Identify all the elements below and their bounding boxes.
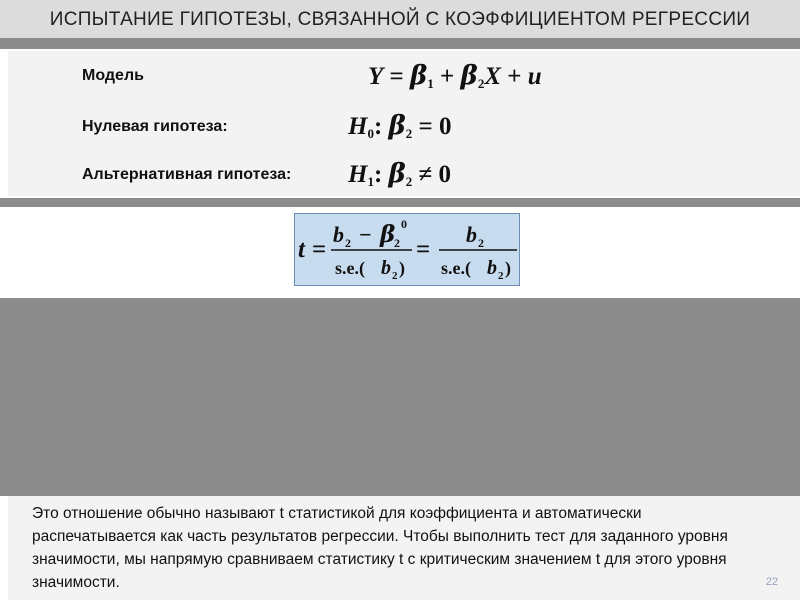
numerator2-b-sub: 2 bbox=[478, 236, 484, 250]
numerator-b-sub: 2 bbox=[345, 236, 351, 250]
denominator-se: s.e.( bbox=[335, 258, 365, 278]
t-symbol: t bbox=[298, 236, 305, 263]
denominator-close: ) bbox=[399, 258, 405, 278]
t-statistic-formula bbox=[295, 214, 521, 287]
middle-divider bbox=[0, 198, 800, 207]
hypotheses-panel bbox=[8, 51, 800, 196]
model-formula: $Y = \beta_1 + \beta_2X + u$ bbox=[368, 61, 542, 91]
slide-title: ИСПЫТАНИЕ ГИПОТЕЗЫ, СВЯЗАННОЙ С КОЭФФИЦИЕНТОМ РЕГРЕССИИ bbox=[49, 9, 751, 30]
alt-hypothesis-formula: $H_1$: $\beta_2 \ne 0$ bbox=[348, 159, 452, 189]
numerator2-b: b bbox=[466, 222, 477, 247]
top-divider bbox=[0, 38, 800, 49]
equals-sign-1: = bbox=[312, 236, 327, 263]
null-hypothesis-label: Нулевая гипотеза: bbox=[82, 118, 228, 135]
numerator-b: b bbox=[333, 222, 344, 247]
numerator-beta-sub: 2 bbox=[394, 236, 400, 250]
numerator-beta-sup: 0 bbox=[401, 217, 407, 231]
content-placeholder-area bbox=[0, 298, 800, 496]
t-statistic-formula-box bbox=[294, 213, 520, 286]
explanation-text: Это отношение обычно называют t статистикой для коэффициента и автоматически распечатывается как часть результатов регрессии. Чтобы выполнить тест для заданного уровня значимости, мы напрямую сравниваем статистику t с критическим значением t для этого уровня значимости. bbox=[32, 505, 728, 591]
explanation-panel bbox=[8, 496, 800, 600]
denominator2-b-sub: 2 bbox=[498, 270, 504, 282]
model-label: Модель bbox=[82, 67, 144, 84]
equals-sign-2: = bbox=[416, 236, 431, 263]
null-hypothesis-formula: $H_0$: $\beta_2 = 0$ bbox=[348, 111, 452, 141]
alt-hypothesis-label: Альтернативная гипотеза: bbox=[82, 166, 292, 183]
denominator2-se: s.e.( bbox=[441, 258, 471, 278]
title-bar bbox=[0, 0, 800, 38]
denominator2-b: b bbox=[487, 257, 497, 279]
denominator2-close: ) bbox=[505, 258, 511, 278]
numerator-beta: β bbox=[380, 221, 396, 248]
minus-sign: − bbox=[359, 222, 372, 247]
denominator-b: b bbox=[381, 257, 391, 279]
page-number: 22 bbox=[765, 576, 778, 588]
denominator-b-sub: 2 bbox=[392, 270, 398, 282]
